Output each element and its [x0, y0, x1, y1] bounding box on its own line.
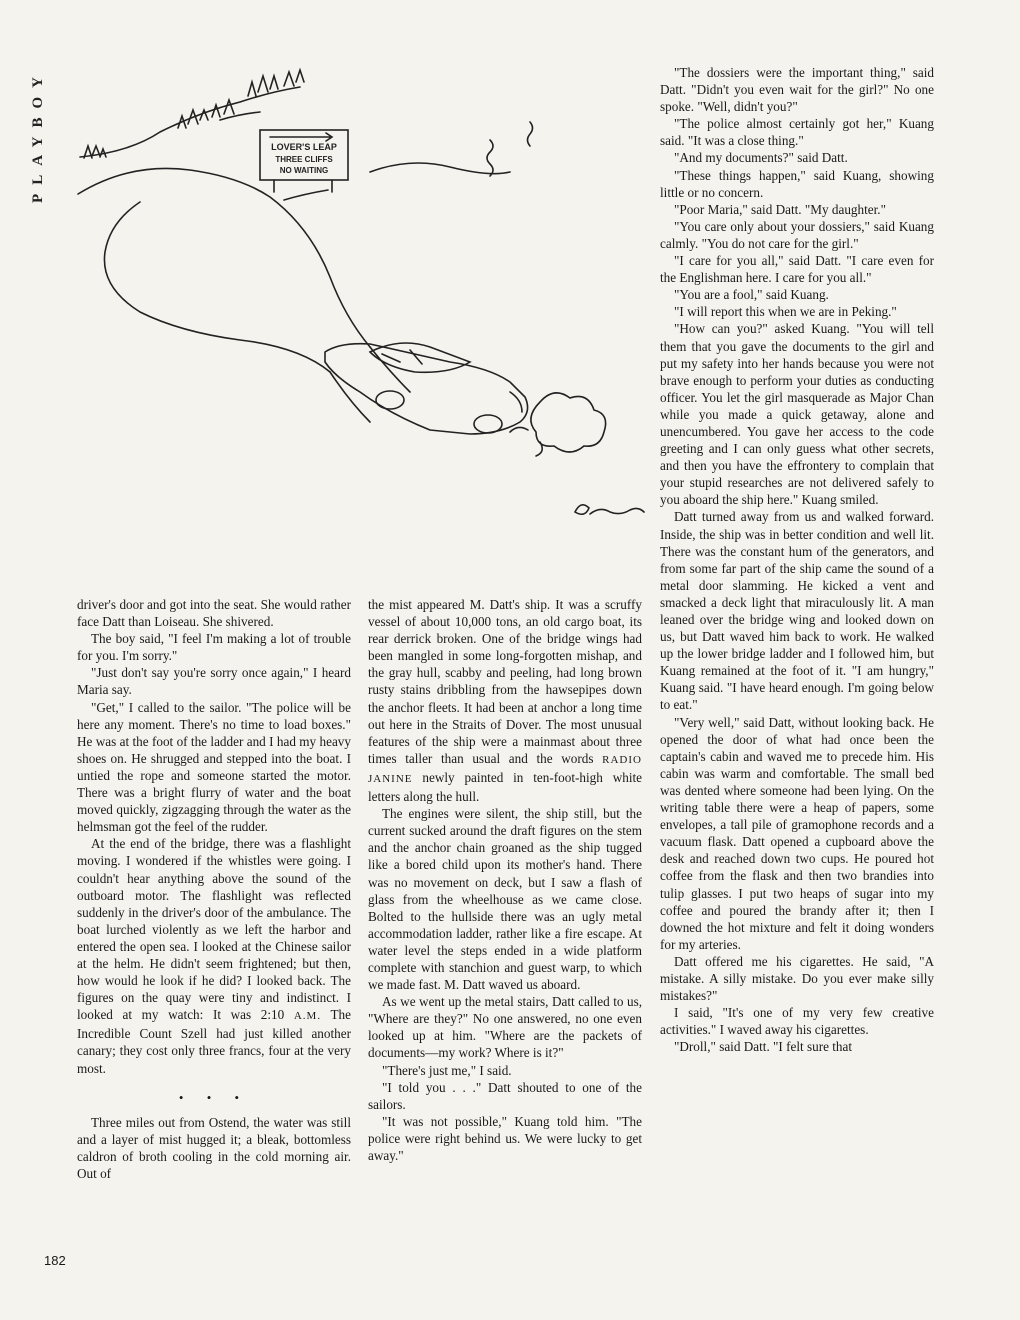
paragraph-text: newly painted in ten-foot-high white letters along the hull. [368, 769, 643, 805]
paragraph: Datt offered me his cigarettes. He said, "A mistake. A silly mistake. Do you ever make silly mistakes?" [660, 953, 934, 1004]
ship-name: RADIO JANINE [368, 753, 642, 785]
paragraph: "You are a fool," said Kuang. [674, 287, 829, 303]
sign-line-1: LOVER'S LEAP [271, 142, 337, 152]
paragraph: "The police almost certainly got her," Kuang said. "It was a close thing." [660, 116, 934, 149]
paragraph: "The dossiers were the important thing," said Datt. "Didn't you even wait for the girl?" No one spoke. "Well, didn't you?" [660, 65, 934, 115]
paragraph-text: the mist appeared M. Datt's ship. It was a scruffy vessel of about 10,000 tons, an old cargo boat, its rear derrick broken. One of the bridge wings had been mangled in some long-forgotten mishap, and the gray hull, scabby and peeling, had long brown rusty stains dribbling from the hawsepipes down the anchor fleets. It had been at anchor a long time out here in the Straits of Dover. The most unusual features of the ship were a mainmast about three times taller than usual and the words [368, 597, 642, 766]
text-column-3 [660, 64, 934, 1055]
paragraph: driver's door and got into the seat. She would rather face Datt than Loiseau. She shivered. [77, 597, 351, 630]
section-break: • • • [178, 1089, 250, 1105]
paragraph: As we went up the metal stairs, Datt called to us, "Where are they?" No one answered, no one even looked up at him. "Where are the packets of documents—my work? Where is it?" [368, 994, 642, 1061]
paragraph: The boy said, "I feel I'm making a lot of trouble for you. I'm sorry." [77, 631, 351, 664]
paragraph: "Just don't say you're sorry once again," I heard Maria say. [77, 665, 351, 698]
paragraph: "How can you?" asked Kuang. "You will tell them that you gave the documents to the girl and put my safety into her hands because you were not brave enough to perform your duties as conducting officer. You let the girl masquerade as Major Chan while you made a quick getaway, alone and unencumbered. You gave her access to the code greeting and I can only guess what other secrets, and then you have the effrontery to complain that your stupid researches are not delivered safely to you aboard the ship here." Kuang smiled. [660, 321, 934, 508]
paragraph: "And my documents?" said Datt. [674, 150, 848, 166]
paragraph-text: At the end of the bridge, there was a flashlight moving. I wondered if the whistles were going. I couldn't hear anything above the sound of the outboard motor. The flashlight was reflected suddenly in the driver's door of the ambulance. The boat lurched violently as we left the harbor and entered the open sea. I looked at the Chinese sailor at the helm. He didn't seem frightened; but then, how would he look if he did? I looked back. The figures on the quay were tiny and indistinct. I looked at my watch: It was 2:10 [77, 836, 351, 1023]
paragraph: "Droll," said Datt. "I felt sure that [674, 1039, 853, 1055]
paragraph: "Get," I called to the sailor. "The police will be here any moment. There's no time to load boxes." He was at the foot of the ladder and I had my heavy shoes on. He shrugged and stepped into the boat. I untied the rope and someone started the motor. There was a bright flurry of water and the boat moved quickly, zigzagging through the water as the helmsman got the feel of the rudder. [77, 699, 351, 835]
text-column-1 [77, 596, 351, 1182]
paragraph: "I care for you all," said Datt. "I care even for the Englishman here. I care for you all." [660, 253, 934, 286]
paragraph: "I will report this when we are in Peking." [674, 304, 897, 320]
cartoon-illustration [70, 62, 650, 542]
paragraph-text: The Incredible Count Szell had just killed another canary; they cost only three francs, four at the very most. [77, 1007, 352, 1076]
paragraph [77, 835, 351, 1076]
time-suffix: A.M. [293, 1010, 322, 1023]
paragraph: "I told you . . ." Datt shouted to one of the sailors. [368, 1079, 642, 1112]
paragraph: "Very well," said Datt, without looking back. He opened the door of what had once been the captain's cabin and waved me to precede him. His cabin was warm and comfortable. The small bed was dented where someone had been lying. On the writing table there were a heap of papers, some envelopes, a tall pile of gramophone records and a vacuum flask. Datt opened a cupboard above the desk and reached down two cups. He poured hot coffee from the flask and then two brandies into tulip glasses. I put two heaps of sugar into my coffee and poured the brandy after it; then I downed the hot mixture and felt it doing wonders for my arteries. [660, 714, 934, 952]
paragraph: Three miles out from Ostend, the water was still and a layer of mist hugged it; a bleak, bottomless caldron of broth cooling in the cold morning air. Out of [77, 1114, 351, 1181]
magazine-name: PLAYBOY [30, 68, 46, 203]
page-number: 182 [44, 1253, 66, 1268]
paragraph [368, 596, 642, 805]
paragraph: Datt turned away from us and walked forward. Inside, the ship was in better condition and well lit. There was the constant hum of the generators, and from some far part of the ship came the sound of a metal door slamming. He kicked a vent and smacked a deck light that miraculously lit. A man leaned over the bridge wing and looked down on us, but Datt waved him back to work. He walked up the lower bridge ladder and I followed him, but Kuang remained at the foot of it. "I am hungry," Kuang said. "I have heard enough. I'm going below to eat." [660, 509, 934, 713]
paragraph: "It was not possible," Kuang told him. "The police were right behind us. We were lucky to get away." [368, 1113, 642, 1163]
paragraph: "There's just me," I said. [382, 1062, 512, 1078]
paragraph: The engines were silent, the ship still, but the current sucked around the draft figures on the stem and the anchor chain groaned as the ship tugged like a bored child upon its mother's hand. There was no movement on deck, but I saw a flash of glass from the wheelhouse as we came close. Bolted to the hullside there was an ugly metal accommodation ladder, rather like a fire escape. At water level the steps ended in a wide platform complete with stanchion and guest warp, to which we made fast. M. Datt waved us aboard. [368, 806, 642, 993]
paragraph: "You care only about your dossiers," said Kuang calmly. "You do not care for the girl." [660, 218, 934, 251]
sign-line-2: THREE CLIFFS [275, 155, 333, 164]
text-column-2 [368, 596, 642, 1164]
paragraph: I said, "It's one of my very few creative activities." I waved away his cigarettes. [660, 1005, 934, 1038]
paragraph: "These things happen," said Kuang, showing little or no concern. [660, 167, 934, 200]
paragraph: "Poor Maria," said Datt. "My daughter." [674, 201, 886, 217]
sign-line-3: NO WAITING [279, 166, 329, 175]
